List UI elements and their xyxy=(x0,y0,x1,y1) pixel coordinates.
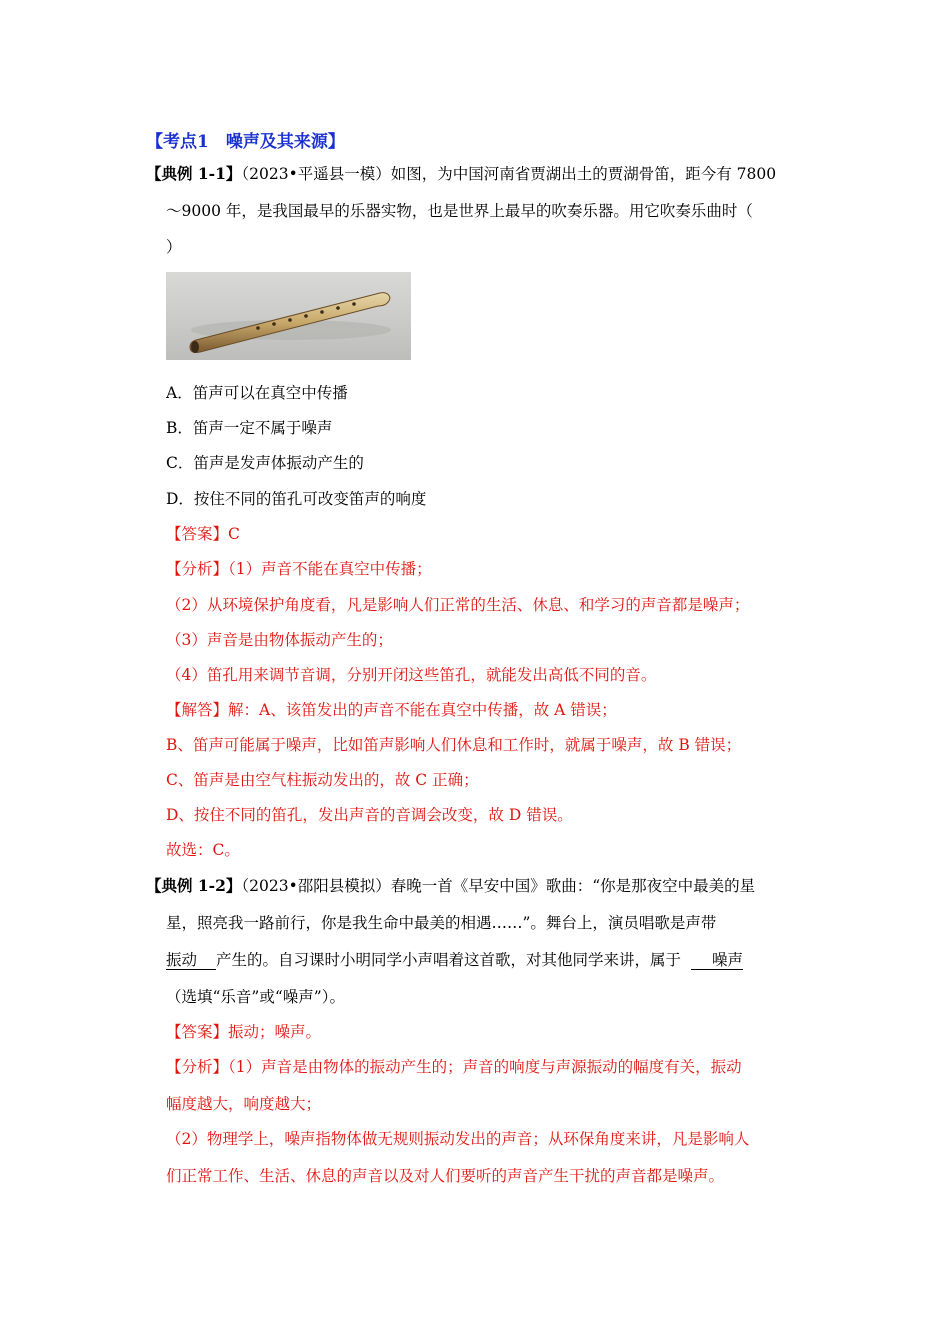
example-1-1-stem-line-3: ） xyxy=(166,238,182,256)
example-1-2-analysis-line-4: 们正常工作、生活、休息的声音以及对人们要听的声音产生干扰的声音都是噪声。 xyxy=(166,1167,725,1185)
option-b: B．笛声一定不属于噪声 xyxy=(166,419,333,437)
example-1-1-answer: 【答案】C xyxy=(166,525,240,543)
example-1-2-stem-line-1: 【典例 1-2】（2023•邵阳县模拟）春晚一首《早安中国》歌曲：“你是那夜空中最美的星 xyxy=(146,876,756,895)
example-1-1-stem-line-2: ～9000 年，是我国最早的乐器实物，也是世界上最早的吹奏乐器。用它吹奏乐曲时（ xyxy=(166,202,753,220)
example-1-1-label: 【典例 1-1】 xyxy=(146,164,242,183)
example-1-2-analysis-line-3: （2）物理学上，噪声指物体做无规则振动发出的声音；从环保角度来讲，凡是影响人 xyxy=(166,1130,750,1148)
option-d: D．按住不同的笛孔可改变笛声的响度 xyxy=(166,490,427,508)
example-1-2-label: 【典例 1-2】 xyxy=(146,876,242,895)
example-1-2-answer: 【答案】振动；噪声。 xyxy=(166,1023,322,1041)
option-a: A．笛声可以在真空中传播 xyxy=(166,384,348,402)
example-1-2-stem-line-4: （选填“乐音”或“噪声”）。 xyxy=(166,988,345,1006)
example-1-2-analysis-line-1: 【分析】（1）声音是由物体的振动产生的；声音的响度与声源振动的幅度有关，振动 xyxy=(166,1058,742,1076)
option-c: C．笛声是发声体振动产生的 xyxy=(166,454,364,472)
example-1-1-analysis-line-4: （4）笛孔用来调节音调，分别开闭这些笛孔，就能发出高低不同的音。 xyxy=(166,666,657,684)
example-1-1-analysis-line-2: （2）从环境保护角度看，凡是影响人们正常的生活、休息、和学习的声音都是噪声； xyxy=(166,596,750,614)
example-1-2-analysis-line-2: 幅度越大，响度越大； xyxy=(166,1095,322,1113)
example-1-1-stem-line-1: 【典例 1-1】（2023•平遥县一模）如图，为中国河南省贾湖出土的贾湖骨笛，距今有 7800 xyxy=(146,164,777,183)
example-1-2-stem-line-3: 振动 产生的。自习课时小明同学小声唱着这首歌，对其他同学来讲，属于 噪声 xyxy=(166,951,744,969)
example-1-2-stem-line-2: 星，照亮我一路前行，你是我生命中最美的相遇……”。舞台上，演员唱歌是声带 xyxy=(166,914,717,932)
section-heading: 【考点1 噪声及其来源】 xyxy=(146,132,345,152)
example-1-1-solution-line-1: 【解答】解：A、该笛发出的声音不能在真空中传播，故 A 错误； xyxy=(166,701,617,719)
example-1-1-analysis-line-1: 【分析】（1）声音不能在真空中传播； xyxy=(166,560,432,578)
blank-1: 振动 xyxy=(166,951,216,970)
example-1-1-solution-line-4: D、按住不同的笛孔，发出声音的音调会改变，故 D 错误。 xyxy=(166,806,573,824)
bone-flute-image xyxy=(166,272,411,360)
example-1-1-solution-line-5: 故选：C。 xyxy=(166,841,240,859)
bone-flute-illustration xyxy=(166,272,411,360)
blank-2: 噪声 xyxy=(691,951,743,970)
example-1-1-analysis-line-3: （3）声音是由物体振动产生的； xyxy=(166,631,393,649)
example-1-1-solution-line-3: C、笛声是由空气柱振动发出的，故 C 正确； xyxy=(166,771,479,789)
example-1-1-solution-line-2: B、笛声可能属于噪声，比如笛声影响人们休息和工作时，就属于噪声，故 B 错误； xyxy=(166,736,742,754)
